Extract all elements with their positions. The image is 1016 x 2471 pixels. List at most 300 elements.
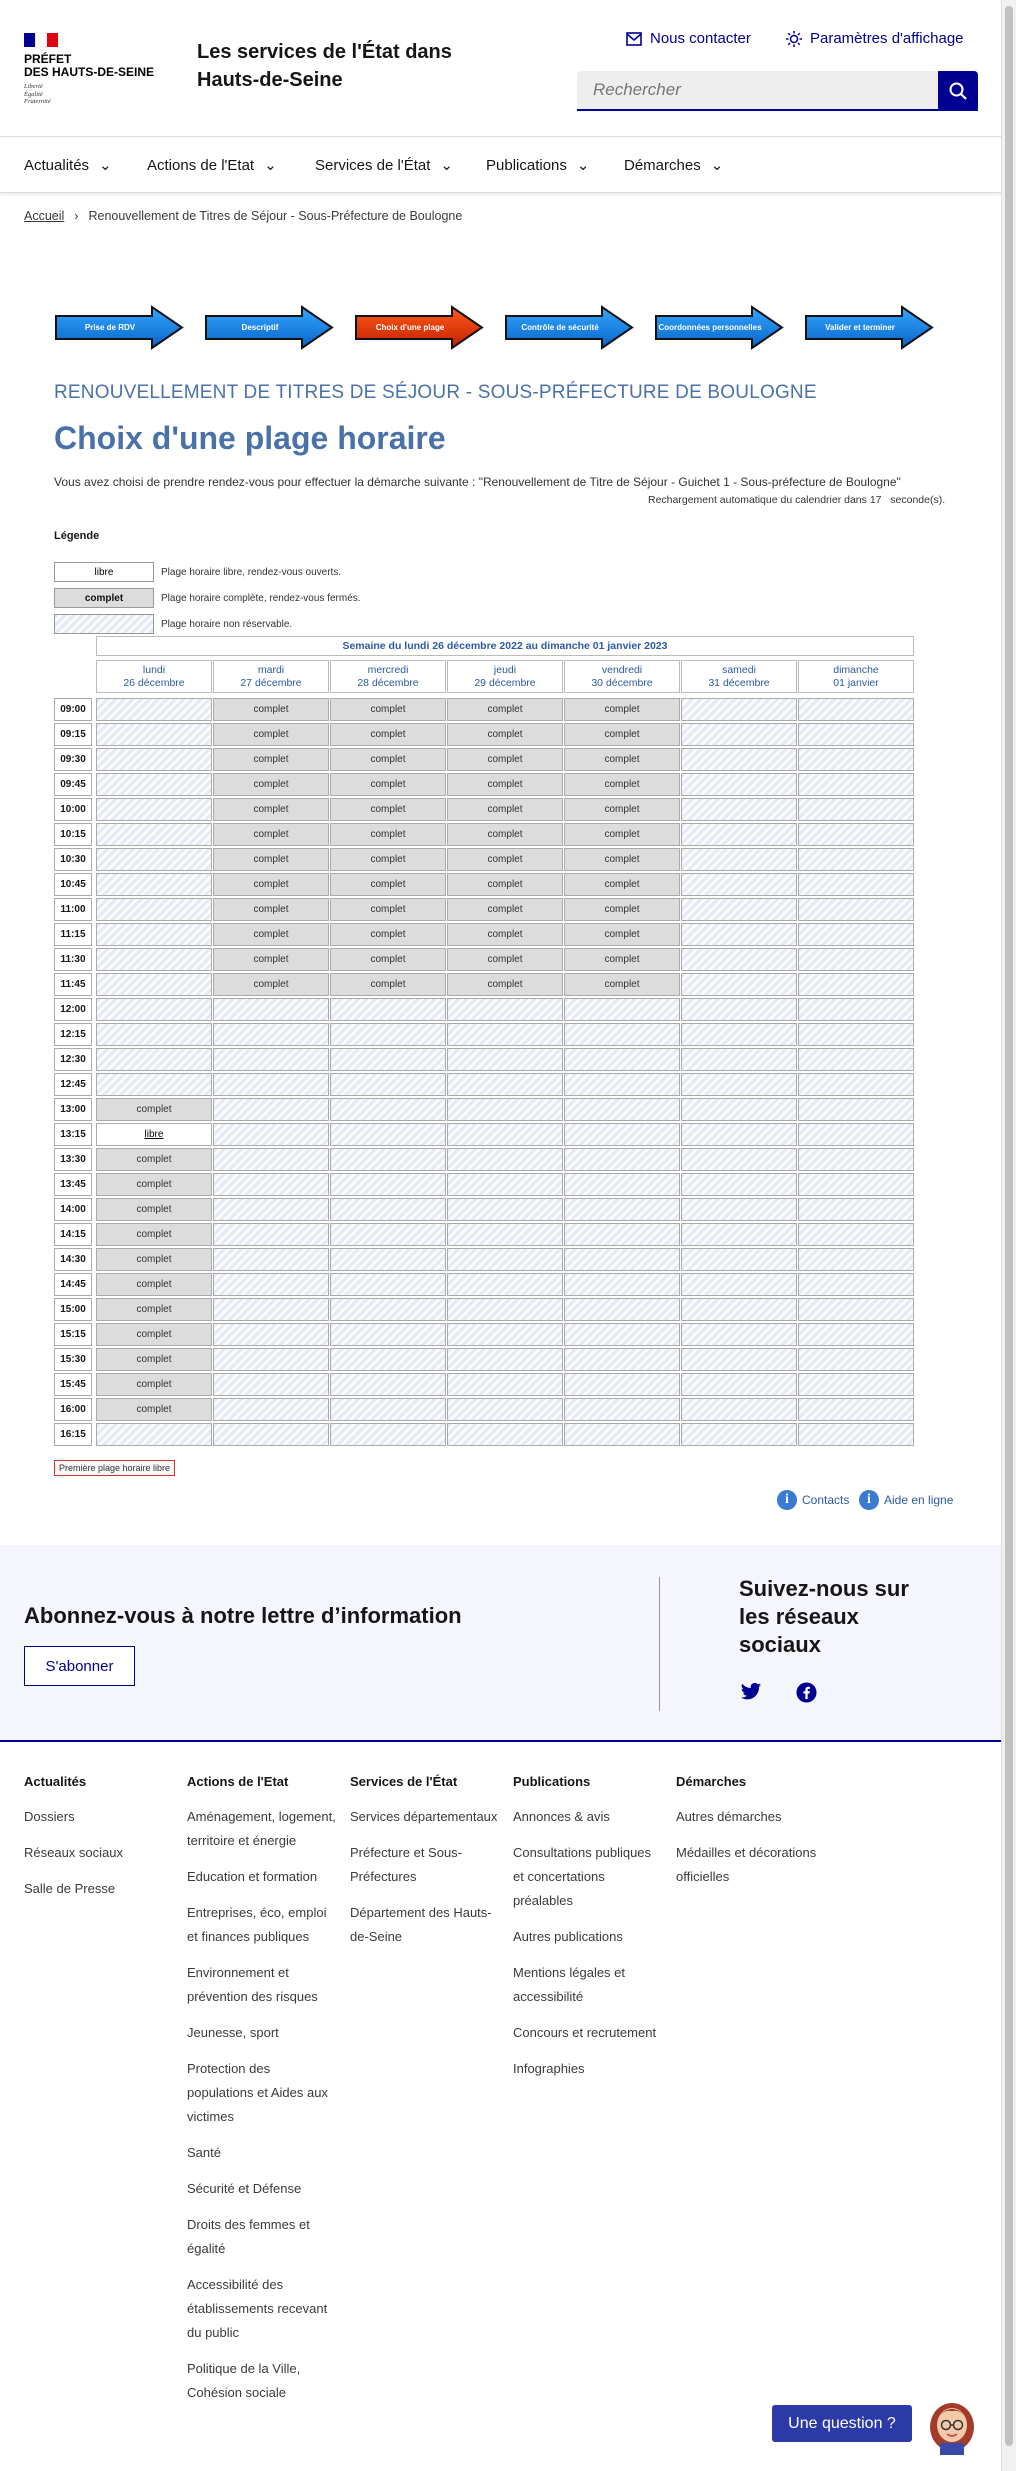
slot-label: complet	[604, 829, 640, 840]
slot-label: complet	[604, 754, 640, 765]
slot-complet	[330, 898, 446, 921]
slot-unavailable	[96, 873, 212, 896]
slot-unavailable	[447, 1098, 563, 1121]
slot-unavailable	[213, 1173, 329, 1196]
time-row	[54, 698, 914, 721]
slot-complet	[447, 823, 563, 846]
slot-complet	[564, 873, 680, 896]
slot-unavailable	[96, 848, 212, 871]
slot-unavailable	[798, 1048, 914, 1071]
footer-link[interactable]: Mentions légales et accessibilité	[513, 1965, 626, 2004]
slot-unavailable	[564, 1398, 680, 1421]
slot-unavailable	[681, 723, 797, 746]
slot-unavailable	[798, 923, 914, 946]
time-label: 12:15	[54, 1023, 92, 1046]
slot-unavailable	[447, 1273, 563, 1296]
slot-unavailable	[96, 1023, 212, 1046]
time-label: 09:15	[54, 723, 92, 746]
slot-unavailable	[798, 1348, 914, 1371]
time-row	[54, 973, 914, 996]
prefet-logo[interactable]	[24, 33, 174, 106]
slot-label: complet	[370, 879, 406, 890]
slot-unavailable	[798, 1298, 914, 1321]
footer-link[interactable]: Services départementaux	[350, 1809, 498, 1824]
nav-item-actions-etat[interactable]	[147, 156, 277, 174]
nav-item-demarches[interactable]	[624, 156, 723, 174]
footer-link[interactable]: Protection des populations et Aides aux victimes	[187, 2061, 328, 2124]
slot-unavailable	[564, 1148, 680, 1171]
time-row	[54, 1048, 914, 1071]
slot-unavailable	[681, 898, 797, 921]
footer-column	[676, 1774, 826, 1901]
legend-box-libre: libre	[54, 562, 154, 582]
breadcrumb-current: Renouvellement de Titres de Séjour - Sous-Préfecture de Boulogne	[88, 209, 463, 223]
slot-label: complet	[136, 1154, 172, 1165]
chevron-down-icon: ⌄	[576, 157, 590, 174]
mail-icon	[626, 32, 642, 46]
slot-label: complet	[253, 829, 289, 840]
slot-label: complet	[487, 854, 523, 865]
time-label: 12:45	[54, 1073, 92, 1096]
slot-unavailable	[330, 998, 446, 1021]
slot-label: complet	[487, 979, 523, 990]
slot-unavailable	[798, 1273, 914, 1296]
slot-unavailable	[447, 1348, 563, 1371]
org-name: PRÉFET DES HAUTS-DE-SEINE	[24, 52, 155, 79]
republic-motto: Liberté Égalité Fraternité	[24, 83, 51, 105]
slot-unavailable	[213, 1148, 329, 1171]
slot-label: complet	[253, 729, 289, 740]
time-label: 14:30	[54, 1248, 92, 1271]
slot-unavailable	[96, 773, 212, 796]
slot-unavailable	[447, 1048, 563, 1071]
slot-label: complet	[487, 804, 523, 815]
search-button[interactable]	[938, 71, 978, 111]
slot-label: complet	[604, 979, 640, 990]
slot-label: complet	[136, 1204, 172, 1215]
time-label: 10:45	[54, 873, 92, 896]
slot-complet	[564, 898, 680, 921]
legend-title: Légende	[54, 530, 100, 542]
slot-unavailable	[213, 1023, 329, 1046]
time-row	[54, 1023, 914, 1046]
slot-complet	[330, 948, 446, 971]
slot-unavailable	[681, 1323, 797, 1346]
slot-unavailable	[447, 1323, 563, 1346]
slot-complet	[96, 1173, 212, 1196]
slot-label: complet	[136, 1329, 172, 1340]
slot-unavailable	[798, 798, 914, 821]
slot-unavailable	[681, 1398, 797, 1421]
twitter-icon[interactable]	[740, 1682, 762, 1702]
slot-unavailable	[681, 1123, 797, 1146]
slot-libre[interactable]	[96, 1123, 212, 1146]
slot-label: complet	[136, 1354, 172, 1365]
day-header	[96, 660, 212, 693]
slot-unavailable	[447, 1198, 563, 1221]
slot-unavailable	[213, 1048, 329, 1071]
slot-label: complet	[253, 779, 289, 790]
slot-unavailable	[96, 1073, 212, 1096]
slot-unavailable	[96, 923, 212, 946]
slot-complet	[330, 748, 446, 771]
slot-unavailable	[681, 823, 797, 846]
slot-unavailable	[330, 1148, 446, 1171]
slot-complet	[213, 823, 329, 846]
time-label: 15:45	[54, 1373, 92, 1396]
slot-complet	[330, 798, 446, 821]
time-label: 13:30	[54, 1148, 92, 1171]
step-1	[54, 305, 184, 350]
slot-unavailable	[330, 1223, 446, 1246]
slot-complet	[330, 848, 446, 871]
slot-unavailable	[681, 1098, 797, 1121]
contact-link[interactable]	[626, 30, 751, 47]
slot-complet	[447, 848, 563, 871]
time-row	[54, 773, 914, 796]
day-name: mercredi	[367, 664, 409, 676]
footer-column-title: Services de l'État	[350, 1774, 458, 1789]
slot-unavailable	[564, 1198, 680, 1221]
time-row	[54, 1148, 914, 1171]
slot-unavailable	[798, 1123, 914, 1146]
slot-complet	[564, 848, 680, 871]
slot-complet	[447, 973, 563, 996]
time-label: 14:15	[54, 1223, 92, 1246]
slot-unavailable	[213, 1323, 329, 1346]
day-date: 01 janvier	[833, 677, 879, 689]
footer-link[interactable]: Aménagement, logement, territoire et énergie	[187, 1809, 336, 1848]
slot-label: complet	[370, 979, 406, 990]
time-row	[54, 1273, 914, 1296]
slot-label: complet	[253, 854, 289, 865]
time-label: 11:45	[54, 973, 92, 996]
slot-complet	[213, 848, 329, 871]
slot-unavailable	[564, 1223, 680, 1246]
facebook-icon[interactable]	[796, 1682, 817, 1703]
footer-link[interactable]: Salle de Presse	[24, 1881, 116, 1896]
slot-unavailable	[681, 1248, 797, 1271]
breadcrumb	[24, 209, 462, 223]
slot-unavailable	[564, 1373, 680, 1396]
footer-link[interactable]: Concours et recrutement	[513, 2025, 657, 2040]
slot-unavailable	[330, 1073, 446, 1096]
time-row	[54, 1198, 914, 1221]
footer-link[interactable]: Réseaux sociaux	[24, 1845, 123, 1860]
slot-label: complet	[487, 879, 523, 890]
footer-link[interactable]: Entreprises, éco, emploi et finances publiques	[187, 1905, 327, 1944]
slot-label: complet	[604, 904, 640, 915]
page-scrollbar[interactable]	[1001, 0, 1016, 2471]
slot-unavailable	[798, 998, 914, 1021]
footer-link[interactable]: Droits des femmes et égalité	[187, 2217, 310, 2256]
footer-link[interactable]: Education et formation	[187, 1869, 318, 1884]
slot-unavailable	[96, 1423, 212, 1446]
site-footer	[0, 1744, 1001, 2471]
slot-label[interactable]: libre	[144, 1129, 164, 1140]
slot-unavailable	[96, 823, 212, 846]
footer-column-title: Publications	[513, 1774, 591, 1789]
legend-text: Plage horaire complète, rendez-vous fermés.	[161, 592, 361, 604]
chatbot-avatar-icon[interactable]	[926, 2393, 978, 2455]
slot-unavailable	[447, 1073, 563, 1096]
info-icon: i	[859, 1490, 879, 1510]
slot-unavailable	[798, 748, 914, 771]
footer-column	[350, 1774, 500, 1961]
slot-unavailable	[213, 998, 329, 1021]
slot-unavailable	[798, 1323, 914, 1346]
legend-item-libre	[54, 562, 341, 582]
slot-unavailable	[213, 1373, 329, 1396]
day-date: 31 décembre	[708, 677, 770, 689]
slot-label: complet	[370, 829, 406, 840]
time-label: 16:15	[54, 1423, 92, 1446]
slot-complet	[213, 948, 329, 971]
legend-item-complet	[54, 588, 361, 608]
footer-link[interactable]: Politique de la Ville, Cohésion sociale	[187, 2361, 301, 2400]
follow-band	[0, 1545, 1001, 1742]
slot-unavailable	[798, 1373, 914, 1396]
info-icon: i	[777, 1490, 797, 1510]
slot-label: complet	[253, 879, 289, 890]
slot-label: complet	[487, 704, 523, 715]
slot-complet	[447, 723, 563, 746]
display-settings-label: Paramètres d'affichage	[810, 30, 964, 47]
slot-unavailable	[798, 873, 914, 896]
slot-label: complet	[487, 929, 523, 940]
slot-unavailable	[213, 1348, 329, 1371]
time-row	[54, 823, 914, 846]
slot-label: complet	[136, 1304, 172, 1315]
slot-unavailable	[681, 1373, 797, 1396]
nav-item-label: Actualités	[24, 156, 90, 174]
time-row	[54, 1348, 914, 1371]
step-label: Contrôle de sécurité	[521, 323, 599, 332]
slot-label: complet	[370, 729, 406, 740]
slot-label: complet	[136, 1379, 172, 1390]
slot-unavailable	[798, 1073, 914, 1096]
slot-unavailable	[681, 1048, 797, 1071]
slot-unavailable	[96, 998, 212, 1021]
footer-link[interactable]: Autres publications	[513, 1929, 623, 1944]
slot-complet	[96, 1198, 212, 1221]
french-flag-icon	[24, 33, 58, 47]
search-input[interactable]	[577, 71, 938, 111]
slot-complet	[96, 1223, 212, 1246]
time-row	[54, 1123, 914, 1146]
time-label: 10:15	[54, 823, 92, 846]
time-row	[54, 1248, 914, 1271]
slot-unavailable	[564, 1323, 680, 1346]
step-label: Choix d'une plage	[375, 323, 445, 332]
footer-link[interactable]: Accessibilité des établissements recevant du public	[187, 2277, 328, 2340]
time-row	[54, 898, 914, 921]
scrollbar-thumb[interactable]	[1005, 6, 1013, 2446]
footer-link[interactable]: Annonces & avis	[513, 1809, 610, 1824]
slot-unavailable	[681, 923, 797, 946]
footer-link[interactable]: Consultations publiques et concertations préalables	[513, 1845, 652, 1908]
slot-unavailable	[564, 1173, 680, 1196]
subscribe-button[interactable]: S'abonner	[24, 1646, 135, 1686]
slot-unavailable	[447, 1123, 563, 1146]
first-free-slot-button[interactable]: Première plage horaire libre	[54, 1460, 175, 1476]
time-row	[54, 748, 914, 771]
slot-unavailable	[798, 773, 914, 796]
slot-unavailable	[564, 1023, 680, 1046]
slot-unavailable	[96, 1048, 212, 1071]
time-row	[54, 1373, 914, 1396]
slot-unavailable	[564, 1248, 680, 1271]
slot-complet	[564, 973, 680, 996]
slot-unavailable	[798, 1023, 914, 1046]
day-date: 26 décembre	[123, 677, 185, 689]
slot-unavailable	[213, 1273, 329, 1296]
slot-unavailable	[96, 748, 212, 771]
search-icon	[948, 81, 968, 101]
legend-box-unavailable	[54, 614, 154, 634]
slot-unavailable	[447, 1173, 563, 1196]
footer-link[interactable]: Jeunesse, sport	[187, 2025, 279, 2040]
slot-unavailable	[681, 698, 797, 721]
footer-link[interactable]: Préfecture et Sous-Préfectures	[350, 1845, 462, 1884]
slot-complet	[96, 1148, 212, 1171]
time-row	[54, 923, 914, 946]
slot-unavailable	[798, 1198, 914, 1221]
footer-column-title: Démarches	[676, 1774, 747, 1789]
social-title: Suivez-nous sur les réseaux sociaux	[739, 1576, 909, 1657]
time-label: 13:15	[54, 1123, 92, 1146]
slot-unavailable	[564, 1348, 680, 1371]
slot-label: complet	[604, 804, 640, 815]
slot-label: complet	[136, 1279, 172, 1290]
slot-label: complet	[370, 954, 406, 965]
day-name: jeudi	[493, 664, 517, 676]
slot-label: complet	[370, 704, 406, 715]
time-label: 14:45	[54, 1273, 92, 1296]
slot-unavailable	[681, 1273, 797, 1296]
slot-unavailable	[681, 1348, 797, 1371]
nav-item-label: Services de l'État	[315, 156, 431, 174]
slot-unavailable	[798, 1398, 914, 1421]
nav-item-services-etat[interactable]	[315, 156, 453, 174]
site-title[interactable]: Les services de l'État dans Hauts-de-Seine	[197, 41, 452, 91]
footer-link[interactable]: Sécurité et Défense	[187, 2181, 302, 2196]
time-label: 15:15	[54, 1323, 92, 1346]
slot-complet	[564, 773, 680, 796]
slot-complet	[213, 873, 329, 896]
step-label: Prise de RDV	[84, 323, 136, 332]
footer-link[interactable]: Dossiers	[24, 1809, 75, 1824]
slot-unavailable	[96, 973, 212, 996]
slot-unavailable	[798, 1423, 914, 1446]
slot-unavailable	[330, 1173, 446, 1196]
footer-link[interactable]: Environnement et prévention des risques	[187, 1965, 318, 2004]
slot-unavailable	[681, 1073, 797, 1096]
step-2	[204, 305, 334, 350]
slot-unavailable	[213, 1098, 329, 1121]
slot-label: complet	[370, 904, 406, 915]
slot-unavailable	[330, 1298, 446, 1321]
slot-unavailable	[798, 973, 914, 996]
nav-item-label: Démarches	[624, 156, 701, 174]
slot-complet	[330, 723, 446, 746]
footer-link[interactable]: Médailles et décorations officielles	[676, 1845, 817, 1884]
slot-complet	[330, 773, 446, 796]
contacts-label: Contacts	[802, 1493, 850, 1507]
time-row	[54, 1073, 914, 1096]
slot-complet	[213, 798, 329, 821]
time-row	[54, 873, 914, 896]
footer-link[interactable]: Infographies	[513, 2061, 585, 2076]
slot-unavailable	[213, 1123, 329, 1146]
slot-unavailable	[798, 1098, 914, 1121]
contacts-link[interactable]	[777, 1490, 849, 1510]
slot-label: complet	[253, 929, 289, 940]
day-name: samedi	[722, 664, 756, 676]
time-row	[54, 1298, 914, 1321]
slot-unavailable	[798, 1248, 914, 1271]
online-help-label: Aide en ligne	[884, 1493, 954, 1507]
slot-label: complet	[253, 804, 289, 815]
slot-unavailable	[681, 773, 797, 796]
nav-item-publications[interactable]	[486, 156, 589, 174]
slot-label: complet	[370, 754, 406, 765]
online-help-link[interactable]	[859, 1490, 953, 1510]
footer-link[interactable]: Santé	[187, 2145, 221, 2160]
breadcrumb-home[interactable]: Accueil	[24, 209, 65, 223]
newsletter-title: Abonnez-vous à notre lettre d’information	[24, 1603, 462, 1628]
time-row	[54, 1398, 914, 1421]
slot-complet	[96, 1348, 212, 1371]
slot-unavailable	[213, 1298, 329, 1321]
slot-label: complet	[370, 804, 406, 815]
slot-complet	[564, 748, 680, 771]
footer-link[interactable]: Autres démarches	[676, 1809, 782, 1824]
slot-unavailable	[681, 1173, 797, 1196]
slot-label: complet	[487, 729, 523, 740]
slot-label: complet	[604, 704, 640, 715]
time-label: 15:00	[54, 1298, 92, 1321]
legend-text: Plage horaire libre, rendez-vous ouverts.	[161, 566, 342, 578]
footer-column	[513, 1774, 663, 2093]
display-settings-link[interactable]	[786, 30, 964, 47]
nav-item-actualites[interactable]	[24, 156, 112, 174]
slot-complet	[330, 698, 446, 721]
slot-unavailable	[96, 898, 212, 921]
slot-unavailable	[96, 798, 212, 821]
time-label: 14:00	[54, 1198, 92, 1221]
reload-seconds: 17	[869, 494, 882, 506]
slot-unavailable	[798, 723, 914, 746]
slot-unavailable	[564, 1273, 680, 1296]
slot-label: complet	[604, 954, 640, 965]
time-label: 11:15	[54, 923, 92, 946]
slot-label: complet	[136, 1229, 172, 1240]
slot-label: complet	[370, 779, 406, 790]
slot-complet	[564, 698, 680, 721]
time-label: 13:45	[54, 1173, 92, 1196]
day-header	[681, 660, 797, 693]
slot-complet	[330, 823, 446, 846]
slot-unavailable	[564, 998, 680, 1021]
time-label: 11:00	[54, 898, 92, 921]
slot-unavailable	[798, 823, 914, 846]
chatbot-button[interactable]: Une question ?	[772, 2405, 912, 2442]
chevron-down-icon: ⌄	[710, 157, 724, 174]
time-label: 09:45	[54, 773, 92, 796]
footer-link[interactable]: Département des Hauts-de-Seine	[350, 1905, 492, 1944]
slot-complet	[447, 873, 563, 896]
